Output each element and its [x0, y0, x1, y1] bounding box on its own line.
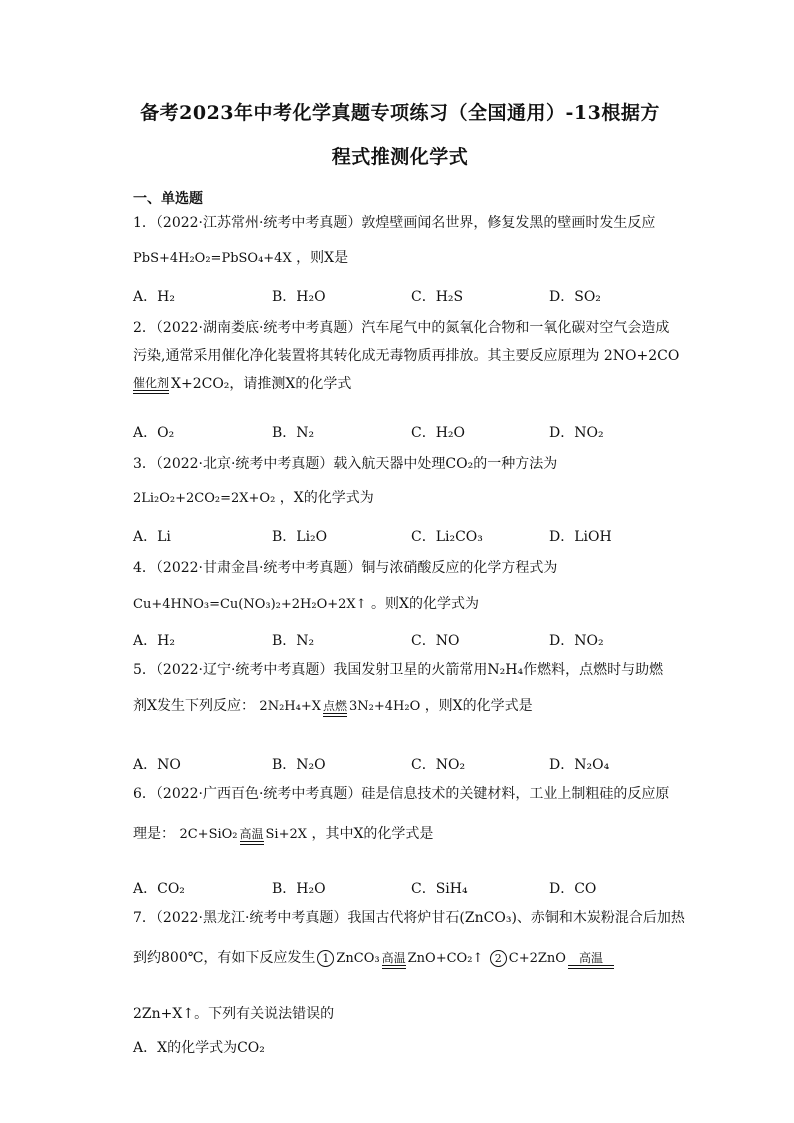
question-1-equation-line [133, 248, 348, 269]
question-2-stem-line2: 污染,通常采用催化净化装置将其转化成无毒物质再排放。其主要反应原理为 2NO+2CO [133, 348, 680, 364]
question-1-option-b[interactable]: B．H₂O [272, 289, 326, 305]
question-6-equation-left: 2C+SiO₂ [179, 827, 238, 842]
question-6-equation-line [133, 824, 433, 845]
question-7-pre: 到约800℃，有如下反应发生 [133, 950, 316, 966]
question-6-option-c[interactable]: C．SiH₄ [411, 881, 468, 897]
question-6-condition: 高温 [240, 827, 264, 845]
question-3-tail: ，X的化学式为 [279, 490, 374, 506]
question-2-condition: 催化剂 [133, 376, 169, 394]
question-6-pre: 理是： [133, 826, 175, 842]
question-7-reaction2-condition: 高温 [568, 951, 614, 969]
document-title-line2: 程式推测化学式 [331, 146, 469, 168]
question-3-option-c[interactable]: C．Li₂CO₃ [411, 529, 483, 545]
question-4-stem: 4．（2022·甘肃金昌·统考中考真题）铜与浓硝酸反应的化学方程式为 [133, 560, 558, 576]
question-3-stem: 3．（2022·北京·统考中考真题）载入航天器中处理CO₂的一种方法为 [133, 456, 558, 472]
question-2-option-b[interactable]: B．N₂ [272, 425, 315, 441]
question-5-equation-line [133, 696, 533, 717]
question-7-option-a[interactable]: A．X的化学式为CO₂ [133, 1040, 265, 1056]
question-3-equation: 2Li₂O₂+2CO₂=2X+O₂ [133, 491, 276, 506]
question-7-reaction1-left: ZnCO₃ [336, 951, 380, 966]
question-5-equation-left: 2N₂H₄+X [259, 699, 321, 714]
question-2-option-c[interactable]: C．H₂O [411, 425, 466, 441]
question-5-condition: 点燃 [323, 699, 347, 717]
question-5-pre: 剂X发生下列反应： [133, 698, 255, 714]
question-4-option-d[interactable]: D．NO₂ [549, 633, 604, 649]
question-2-option-a[interactable]: A．O₂ [133, 425, 175, 441]
question-3-option-d[interactable]: D．LiOH [549, 529, 612, 545]
question-1-equation: PbS+4H₂O₂=PbSO₄+4X [133, 251, 292, 266]
question-1-options [133, 286, 693, 306]
question-3-option-b[interactable]: B．Li₂O [272, 529, 328, 545]
question-5-equation-right: 3N₂+4H₂O [349, 699, 421, 714]
question-2-stem: 2．（2022·湖南娄底·统考中考真题）汽车尾气中的氮氧化合物和一氧化碳对空气会造成 [133, 320, 670, 336]
question-1-option-d[interactable]: D．SO₂ [549, 289, 601, 305]
question-4-option-c[interactable]: C．NO [411, 633, 460, 649]
question-5-options [133, 754, 693, 774]
question-5-option-d[interactable]: D．N₂O₄ [549, 757, 610, 773]
question-7-line3: 2Zn+X↑。下列有关说法错误的 [133, 1006, 335, 1022]
question-4-option-a[interactable]: A．H₂ [133, 633, 175, 649]
question-3-equation-line [133, 488, 374, 509]
document-title-line1: 备考2023年中考化学真题专项练习（全国通用）-13根据方 [140, 102, 660, 124]
question-1-stem: 1．（2022·江苏常州·统考中考真题）敦煌壁画闻名世界，修复发黑的壁画时发生反应 [133, 215, 656, 231]
question-2-option-d[interactable]: D．NO₂ [549, 425, 604, 441]
question-2-options [133, 422, 693, 442]
question-5-stem: 5．（2022·辽宁·统考中考真题）我国发射卫星的火箭常用N₂H₄作燃料，点燃时与助燃 [133, 662, 664, 678]
question-5-option-b[interactable]: B．N₂O [272, 757, 326, 773]
question-6-options [133, 878, 693, 898]
question-1-tail: ，则X是 [296, 250, 349, 266]
section-heading: 一、单选题 [133, 191, 203, 207]
circled-number-2-icon: 2 [490, 950, 507, 967]
question-3-option-a[interactable]: A．Li [133, 529, 171, 545]
question-3-options [133, 526, 693, 546]
question-4-equation: Cu+4HNO₃=Cu(NO₃)₂+2H₂O+2X↑ [133, 597, 367, 612]
question-1-option-a[interactable]: A．H₂ [133, 289, 175, 305]
question-7-reaction1-condition: 高温 [382, 951, 406, 969]
question-4-tail: 。则X的化学式为 [371, 596, 479, 612]
circled-number-1-icon: 1 [317, 950, 334, 967]
question-6-tail: ，其中X的化学式是 [311, 826, 434, 842]
question-1-option-c[interactable]: C．H₂S [411, 289, 464, 305]
question-4-option-b[interactable]: B．N₂ [272, 633, 315, 649]
question-2-equation-line [133, 374, 351, 394]
question-7-equation-line [133, 948, 616, 969]
question-5-option-c[interactable]: C．NO₂ [411, 757, 466, 773]
question-6-option-b[interactable]: B．H₂O [272, 881, 326, 897]
question-6-stem: 6．（2022·广西百色·统考中考真题）硅是信息技术的关键材料，工业上制粗硅的反应原 [133, 786, 670, 802]
question-4-equation-line [133, 594, 479, 615]
question-4-options [133, 630, 693, 650]
question-6-equation-right: Si+2X [265, 827, 307, 842]
question-2-line3: X+2CO₂，请推测X的化学式 [171, 376, 352, 392]
question-5-tail: ，则X的化学式是 [424, 698, 533, 714]
question-6-option-a[interactable]: A．CO₂ [133, 881, 185, 897]
question-7-reaction1-right: ZnO+CO₂↑ [407, 951, 484, 966]
question-5-option-a[interactable]: A．NO [133, 757, 181, 773]
question-7-stem: 7．（2022·黑龙江·统考中考真题）我国古代将炉甘石(ZnCO₃)、赤铜和木炭粉混合后加热 [133, 910, 685, 926]
question-7-reaction2-left: C+2ZnO [508, 951, 566, 966]
question-6-option-d[interactable]: D．CO [549, 881, 597, 897]
